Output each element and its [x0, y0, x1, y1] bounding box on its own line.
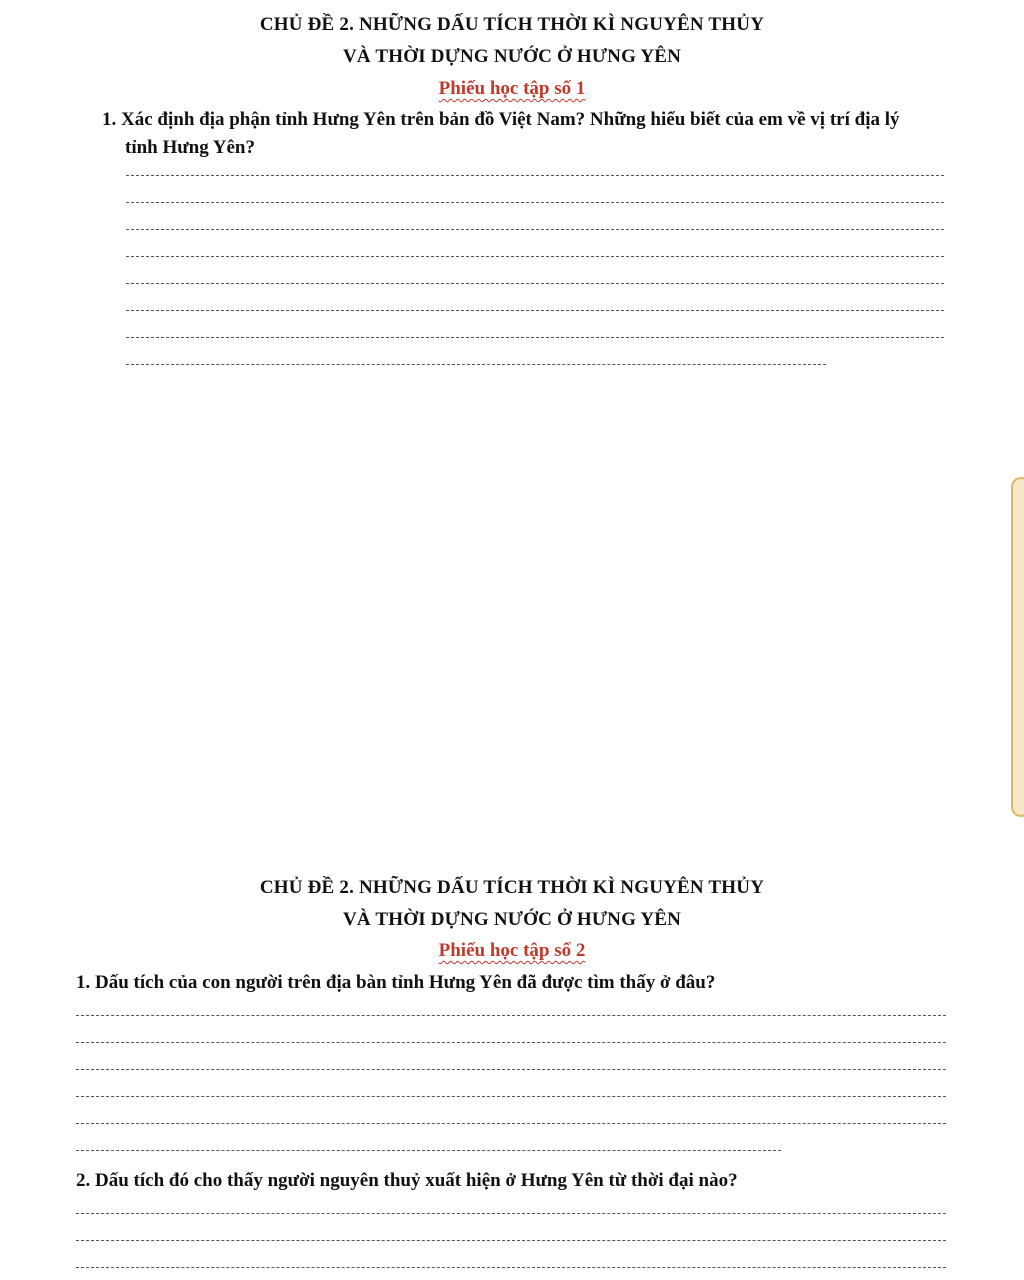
sheet1-question-1-line2: tỉnh Hưng Yên? — [125, 137, 256, 158]
answer-line[interactable] — [126, 229, 944, 230]
scrollbar-thumb[interactable] — [1011, 477, 1024, 817]
sheet1-question-1-line1: 1. Xác định địa phận tỉnh Hưng Yên trên bản đồ Việt Nam? Những hiểu biết của em về vị trí địa lý — [102, 109, 900, 130]
sheet2-label-text: Phiếu học tập số 2 — [438, 940, 586, 961]
answer-line[interactable] — [76, 1240, 946, 1241]
answer-line[interactable] — [76, 1150, 781, 1151]
answer-line[interactable] — [76, 1069, 946, 1070]
answer-line[interactable] — [126, 310, 944, 311]
sheet2-question-1: 1. Dấu tích của con người trên địa bàn tỉnh Hưng Yên đã được tìm thấy ở đâu? — [76, 972, 716, 993]
answer-line[interactable] — [76, 1213, 946, 1214]
answer-line[interactable] — [126, 337, 944, 338]
sheet1-title-line2: VÀ THỜI DỰNG NƯỚC Ở HƯNG YÊN — [342, 46, 682, 67]
answer-line[interactable] — [126, 283, 944, 284]
answer-line[interactable] — [76, 1123, 946, 1124]
sheet2-title-line2: VÀ THỜI DỰNG NƯỚC Ở HƯNG YÊN — [342, 909, 682, 930]
answer-line[interactable] — [76, 1042, 946, 1043]
answer-line[interactable] — [76, 1015, 946, 1016]
sheet2-label — [0, 940, 1024, 962]
answer-line[interactable] — [126, 202, 944, 203]
sheet1-title-line1: CHỦ ĐỀ 2. NHỮNG DẤU TÍCH THỜI KÌ NGUYÊN THỦY — [259, 14, 765, 35]
answer-line[interactable] — [126, 256, 944, 257]
answer-line[interactable] — [76, 1096, 946, 1097]
sheet1-label-text: Phiếu học tập số 1 — [438, 78, 586, 99]
answer-line[interactable] — [76, 1267, 946, 1268]
answer-line[interactable] — [126, 175, 944, 176]
answer-line[interactable] — [126, 364, 826, 365]
sheet2-title-line1: CHỦ ĐỀ 2. NHỮNG DẤU TÍCH THỜI KÌ NGUYÊN THỦY — [259, 877, 765, 898]
sheet2-question-2: 2. Dấu tích đó cho thấy người nguyên thuỷ xuất hiện ở Hưng Yên từ thời đại nào? — [76, 1170, 738, 1191]
sheet1-label — [0, 78, 1024, 100]
